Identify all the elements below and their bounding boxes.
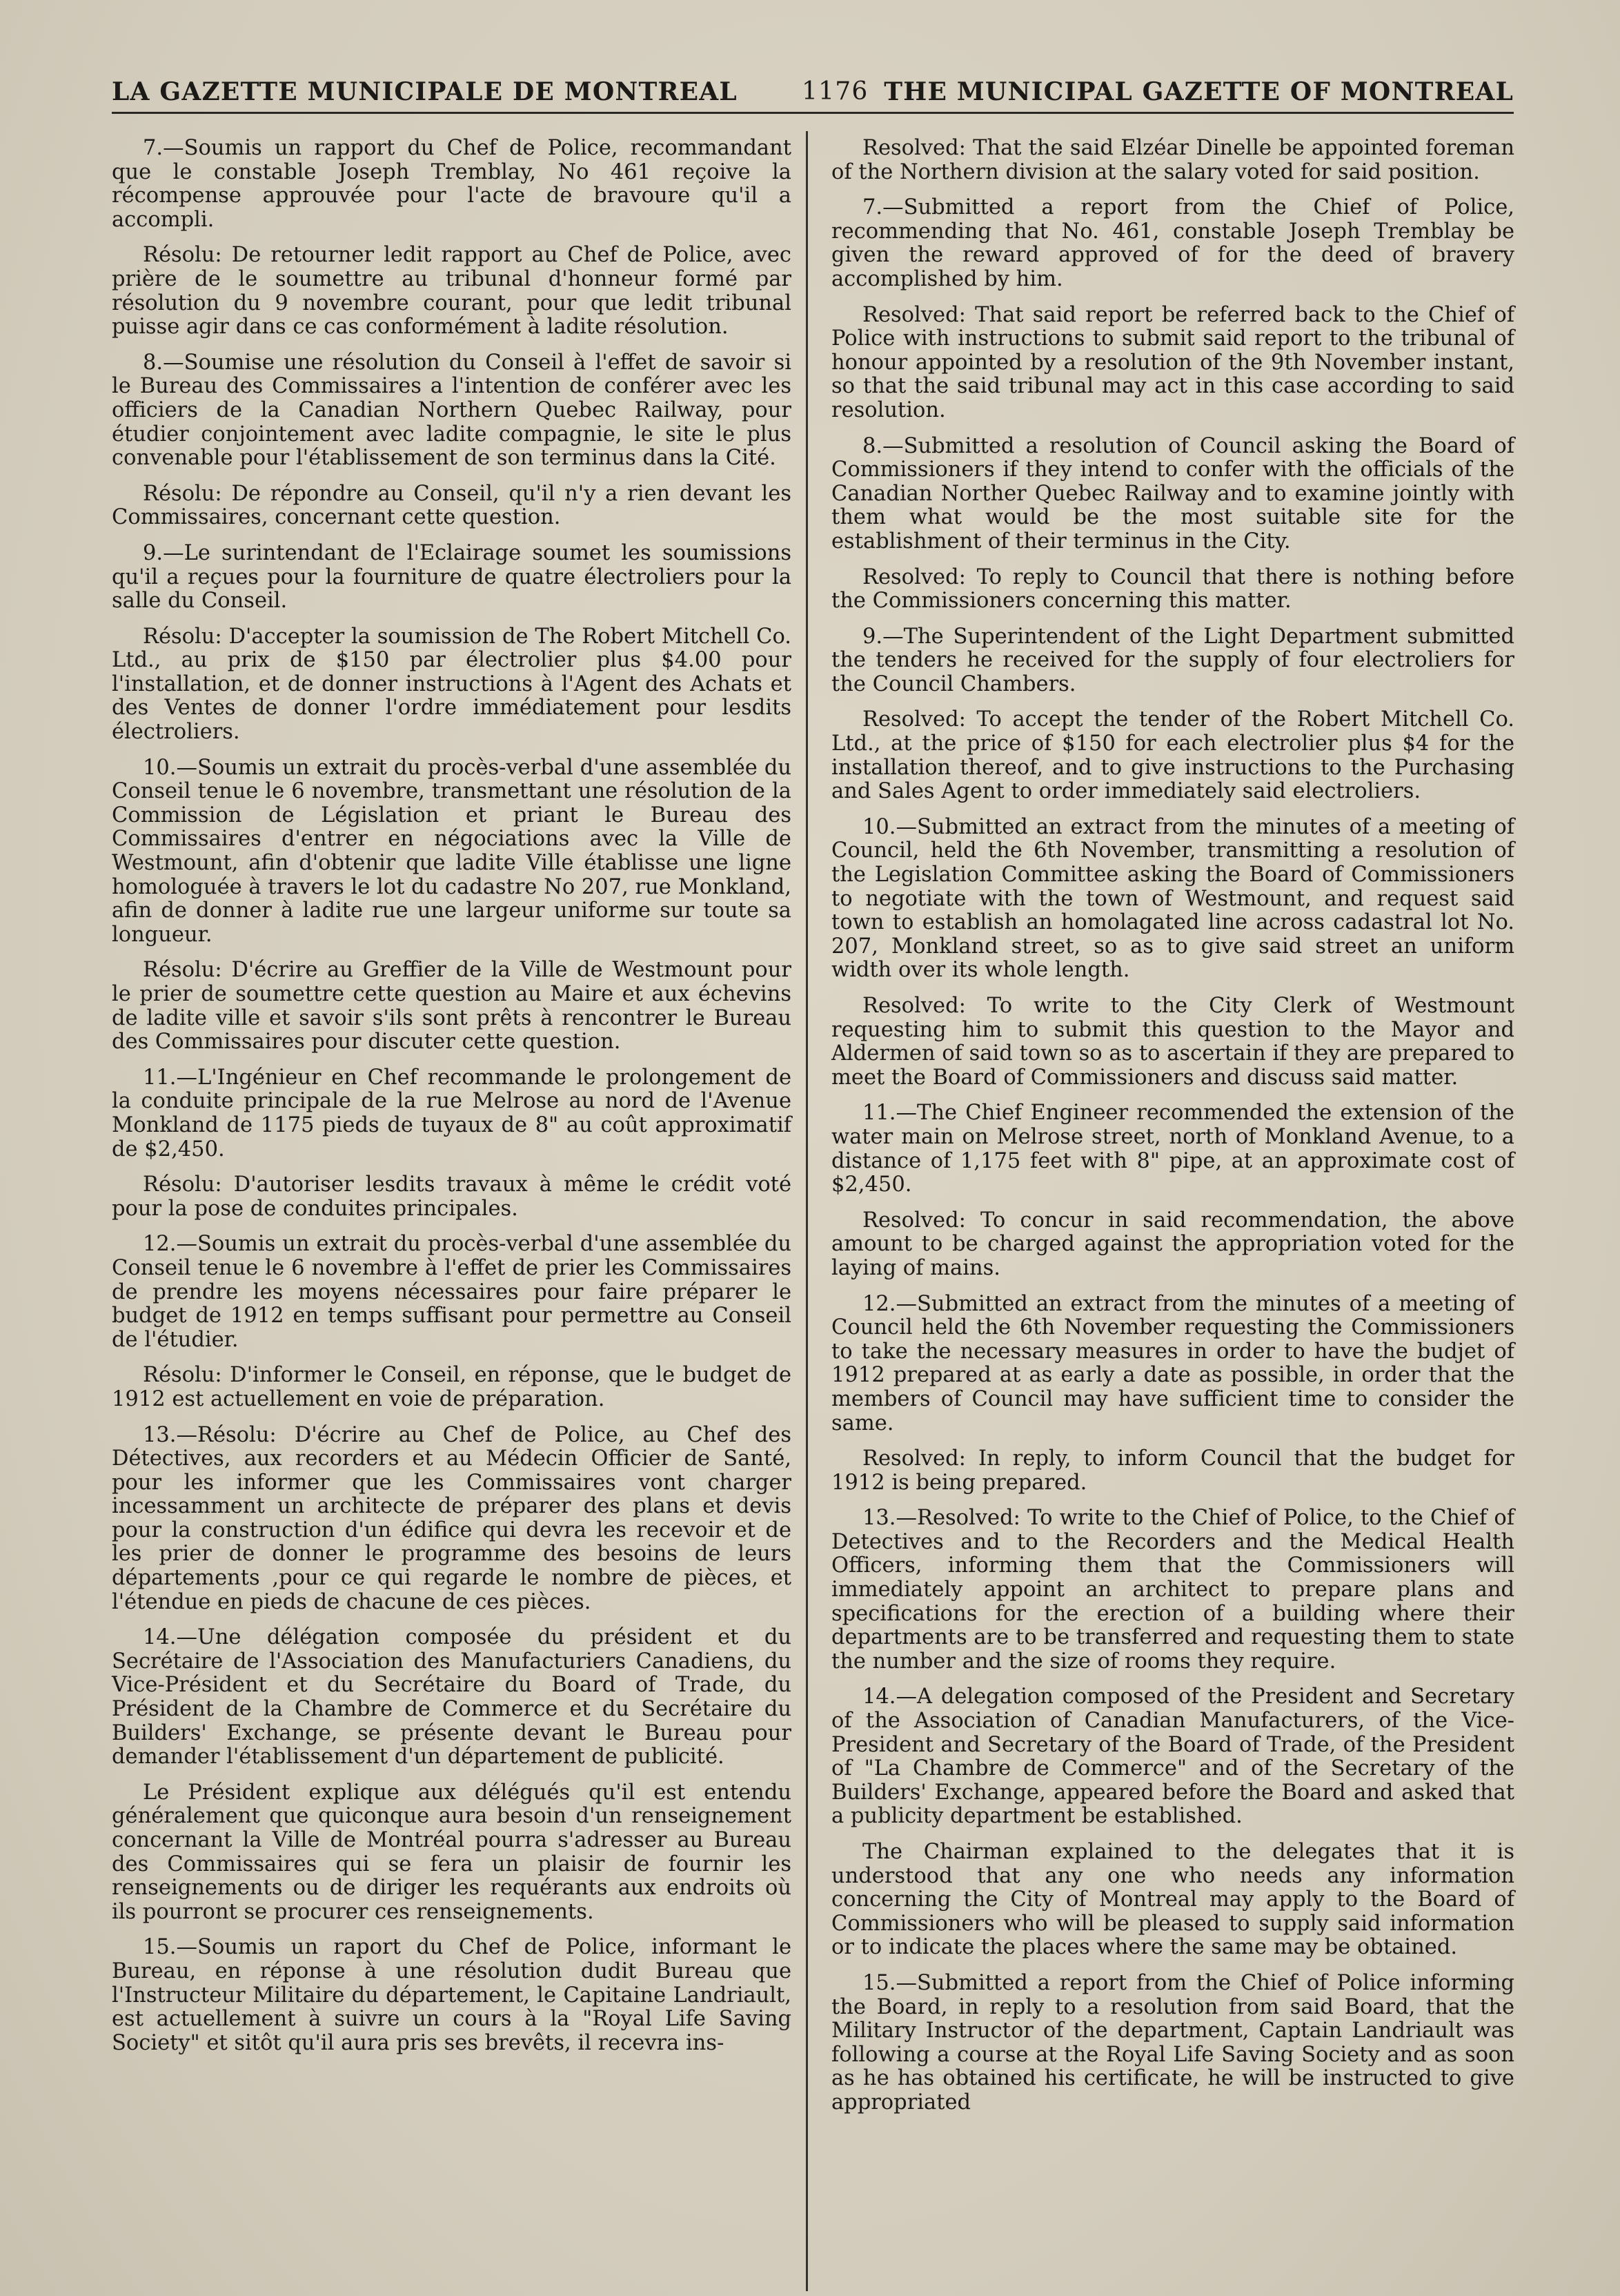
paragraph: Résolu: D'écrire au Greffier de la Ville de Westmount pour le prier de soumettre cette question au Maire et aux échevins de ladite ville et savoir s'ils sont prêts à rencontrer le Bureau des Commissaires pour discuter cette question. — [112, 958, 791, 1054]
paragraph: Résolu: De répondre au Conseil, qu'il n'y a rien devant les Commissaires, concernant cette question. — [112, 481, 791, 530]
page-header — [112, 70, 1514, 114]
paragraph: 12.—Submitted an extract from the minutes of a meeting of Council held the 6th November requesting the Commissioners to take the necessary measures in order to have the budjet of 1912 prepared at as early a date as possible, in order that the members of Council may have sufficient time to consider the same. — [831, 1291, 1514, 1435]
paragraph: 8.—Submitted a resolution of Council asking the Board of Commissioners if they intend to confer with the officials of the Canadian Norther Quebec Railway and to examine jointly with them what would be the most suitable site for the establishment of their terminus in the City. — [831, 433, 1514, 553]
paragraph: Resolved: That said report be referred back to the Chief of Police with instructions to submit said report to the tribunal of honour appointed by a resolution of the 9th November instant, so that the said tribunal may act in this case according to said resolution. — [831, 302, 1514, 422]
paragraph: Le Président explique aux délégués qu'il est entendu généralement que quiconque aura besoin d'un renseignement concernant la Ville de Montréal pourra s'adresser au Bureau des Commissaires qui se fera un plaisir de fournir les renseignements ou de diriger les requérants aux endroits où ils pourront se procurer ces renseignements. — [112, 1780, 791, 1924]
paragraph: 14.—A delegation composed of the President and Secretary of the Association of Canadian Manufacturers, of the Vice-President and Secretary of the Board of Trade, of the President of "La Chambre de Commerce" and of the Secretary of the Builders' Exchange, appeared before the Board and asked that a publicity department be established. — [831, 1685, 1514, 1829]
paragraph: Résolu: De retourner ledit rapport au Chef de Police, avec prière de le soumettre au tribunal d'honneur formé par résolution du 9 novembre courant, pour que ledit tribunal puisse agir dans ce cas conformément à ladite résolution. — [112, 243, 791, 340]
paragraph: 15.—Soumis un raport du Chef de Police, informant le Bureau, en réponse à une résolution dudit Bureau que l'Instructeur Militaire du département, le Capitaine Landriault, est actuellement à suivre un cours à la "Royal Life Saving Society" et sitôt qu'il aura pris ses brevêts, il recevra ins- — [112, 1935, 791, 2055]
paragraph: 10.—Submitted an extract from the minutes of a meeting of Council, held the 6th November, transmitting a resolution of the Legislation Committee asking the Board of Commissioners to negotiate with the town of Westmount, and request said town to establish an homolagated line across cadastral lot No. 207, Monkland street, so as to give said street an uniform width over its whole length. — [831, 814, 1514, 983]
header-french-title: LA GAZETTE MUNICIPALE DE MONTREAL — [112, 77, 738, 106]
paragraph: Résolu: D'informer le Conseil, en réponse, que le budget de 1912 est actuellement en voie de préparation. — [112, 1363, 791, 1411]
paragraph: 9.—Le surintendant de l'Eclairage soumet les soumissions qu'il a reçues pour la fourniture de quatre électroliers pour la salle du Conseil. — [112, 540, 791, 614]
paragraph: 14.—Une délégation composée du président et du Secrétaire de l'Association des Manufacturiers Canadiens, du Vice-Président et du Secrétaire du Board of Trade, du Président de la Chambre de Commerce et du Secrétaire du Builders' Exchange, se présente devant le Bureau pour demander l'établissement d'un département de publicité. — [112, 1625, 791, 1769]
paragraph: Résolu: D'autoriser lesdits travaux à même le crédit voté pour la pose de conduites principales. — [112, 1172, 791, 1221]
paragraph: 11.—The Chief Engineer recommended the extension of the water main on Melrose street, north of Monkland Avenue, to a distance of 1,175 feet with 8" pipe, at an approximate cost of $2,450. — [831, 1101, 1514, 1197]
paragraph: Resolved: To write to the City Clerk of Westmount requesting him to submit this question to the Mayor and Aldermen of said town so as to ascertain if they are prepared to meet the Board of Commissioners and discuss said matter. — [831, 994, 1514, 1090]
paragraph: 7.—Soumis un rapport du Chef de Police, recommandant que le constable Joseph Tremblay, No 461 reçoive la récompense approuvée pour l'acte de bravoure qu'il a accompli. — [112, 136, 791, 232]
paragraph: 11.—L'Ingénieur en Chef recommande le prolongement de la conduite principale de la rue Melrose au nord de l'Avenue Monkland de 1175 pieds de tuyaux de 8" au coût approximatif de $2,450. — [112, 1065, 791, 1161]
paragraph: Resolved: To reply to Council that there is nothing before the Commissioners concerning this matter. — [831, 565, 1514, 614]
paragraph: 13.—Resolved: To write to the Chief of Police, to the Chief of Detectives and to the Recorders and the Medical Health Officers, informing them that the Commissioners will immediately appoint an architect to prepare plans and specifications for the erection of a building where their departments are to be transferred and requesting them to state the number and the size of rooms they require. — [831, 1506, 1514, 1674]
paragraph: 12.—Soumis un extrait du procès-verbal d'une assemblée du Conseil tenue le 6 novembre à l'effet de prier les Commissaires de prendre les moyens nécessaires pour faire préparer le budget de 1912 en temps suffisant pour permettre au Conseil de l'étudier. — [112, 1232, 791, 1352]
paragraph: Résolu: D'accepter la soumission de The Robert Mitchell Co. Ltd., au prix de $150 par électrolier plus $4.00 pour l'installation, et de donner instructions à l'Agent des Achats et des Ventes de donner l'ordre immédiatement pour lesdits électroliers. — [112, 624, 791, 745]
english-column — [831, 137, 1514, 2127]
paragraph: Resolved: That the said Elzéar Dinelle be appointed foreman of the Northern division at the salary voted for said position. — [831, 136, 1514, 184]
paragraph: 13.—Résolu: D'écrire au Chef de Police, au Chef des Détectives, aux recorders et au Médecin Officier de Santé, pour les informer que les Commissaires vont charger incessamment un architecte de préparer des plans et devis pour la construction d'un édifice qui devra les recevoir et de les prier de donner le programme des besoins de leurs départements ,pour ce qui regarde le nombre de pièces, et l'étendue en pieds de chacune de ces pièces. — [112, 1422, 791, 1614]
paragraph: 9.—The Superintendent of the Light Department submitted the tenders he received for the supply of four electroliers for the Council Chambers. — [831, 624, 1514, 696]
paragraph: 15.—Submitted a report from the Chief of Police informing the Board, in reply to a resolution from said Board, that the Military Instructor of the department, Captain Landriault was following a course at the Royal Life Saving Society and as soon as he has obtained his certificate, he will be instructed to give appropriated — [831, 1970, 1514, 2115]
paragraph: 7.—Submitted a report from the Chief of Police, recommending that No. 461, constable Joseph Tremblay be given the reward approved of for the deed of bravery accomplished by him. — [831, 195, 1514, 291]
paragraph: 10.—Soumis un extrait du procès-verbal d'une assemblée du Conseil tenue le 6 novembre, transmettant une résolution de la Commission de Législation et priant le Bureau des Commissaires d'entrer en négociations avec la Ville de Westmount, afin d'obtenir que ladite Ville établisse une ligne homologuée à travers le lot du cadastre No 207, rue Monkland, afin de donner à ladite rue une largeur uniforme sur toute sa longueur. — [112, 755, 791, 947]
paragraph: 8.—Soumise une résolution du Conseil à l'effet de savoir si le Bureau des Commissaires a l'intention de conférer avec les officiers de la Canadian Northern Quebec Railway, pour étudier conjointement avec ladite compagnie, le site le plus convenable pour l'établissement de son terminus dans la Cité. — [112, 350, 791, 471]
column-divider — [806, 131, 808, 2291]
paragraph: Resolved: In reply, to inform Council that the budget for 1912 is being prepared. — [831, 1446, 1514, 1495]
header-english-title: THE MUNICIPAL GAZETTE OF MONTREAL — [884, 77, 1514, 106]
french-column — [112, 137, 791, 2067]
paragraph: Resolved: To accept the tender of the Robert Mitchell Co. Ltd., at the price of $150 for each electrolier plus $4 for the installation thereof, and to give instructions to the Purchasing and Sales Agent to order immediately said electroliers. — [831, 707, 1514, 804]
paragraph: Resolved: To concur in said recommendation, the above amount to be charged against the appropriation voted for the laying of mains. — [831, 1208, 1514, 1280]
page-number: 1176 — [802, 77, 869, 106]
paragraph: The Chairman explained to the delegates that it is understood that any one who needs any information concerning the City of Montreal may apply to the Board of Commissioners who will be pleased to supply said information or to indicate the places where the same may be obtained. — [831, 1840, 1514, 1960]
